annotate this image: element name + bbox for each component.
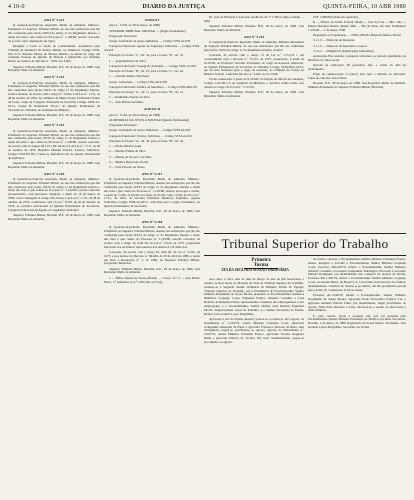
- paragraph: 4 — Mônica Benevides Rocha: [109, 159, 149, 164]
- paragraph: Superior Tribunal Militar, Brasília, D.F., 26 de março de 1980. Gen Reynaldo Mello de Almeida.: [8, 112, 100, 121]
- paragraph: Progressão Funcional: [109, 123, 137, 128]
- act-heading: ANEXO I: [144, 18, 160, 22]
- paragraph: 3.1.1.0 — Diretoria de Despesas: [313, 38, 355, 43]
- act-heading: ANEXO II: [143, 107, 161, 112]
- paragraph: Brasília, D.F., 28 de março de 1980. Gen Reynaldo Mello de Almeida, Ministro-Presidente do Superior Tribunal Militar (Brasília).: [308, 81, 406, 90]
- paragraph: Progressão Funcional: [109, 33, 137, 38]
- paragraph: Superior Tribunal Militar, Brasília, D.F., 28 de março de 1980. Gen Reynaldo Mello de Almeida.: [204, 24, 304, 32]
- paragraph: Categoria Funcional: Artífice de Mecânica — Código STM-ART-701: [109, 84, 198, 89]
- act-heading: ATO Nº 5.219: [243, 34, 265, 39]
- column-3-upper: [204, 16, 304, 231]
- header-left-label: 4 10-0: [8, 4, 25, 10]
- paragraph: Grupo: Artesanato — Código STM-ART-700: [109, 79, 167, 84]
- paragraph: Deputação ao Fraudatório — 7294/1180.001 Diretoria Mauro Xavier: [313, 33, 402, 38]
- paragraph: II — Diretor da União Federal Tabela — Juiz de Fora — MG; Juiz — Mauro Marques Duarte, Mauro Mãe — Ble de Deus, em Juiz; Nauhomed 1.276.60 — 1 de março 1980: [308, 20, 406, 32]
- paragraph: Categoria Funcional: Técnico Judiciário — Código STM-AJ-021: [109, 133, 193, 138]
- paragraph: 5 — Cléa Ferreira de Souza: [109, 165, 145, 169]
- paragraph: Designar e Cedir os Seção de Contabilidade, Assistência pelo Tribunal de Auditoria da Justiça Militar, no Vendaval, Código STM-JM-111.3, Jimenez Mattos de Moraes Ribeiro, ex-titular de cargo em comissão Pessoal do Quadro de Pessoal e transferido por Instituto Direto nos termos do Decreto n.º 1976, Lei 5.645.: [8, 43, 100, 64]
- paragraph: Superior Tribunal Militar, Brasília, D.F., 28 de março de 1980. Gen Reynaldo Mello de Almeida.: [104, 266, 200, 275]
- paragraph: Grupo: Atividades de Apoio Judiciário — Código STM-AJ-020: [109, 128, 191, 133]
- paragraph: Período de Aplicação: 60 (sessenta) dias, a contar da data do recebimento.: [308, 63, 406, 72]
- paragraph: (Ato n.º 5.218, de 28 de março de 1980): [109, 23, 161, 28]
- paragraph: 1 — Mário Nelson de Souza (Brasil) — Classe "A"; 2 — José Heitor Paiva, 1.ª Auditoria da 4.ª CJM (Juiz de Fora).: [104, 275, 200, 284]
- column-1: [8, 16, 100, 498]
- paragraph: O General-de-Exército Reynaldo Mello de Almeida, Ministro-Presidente do Superior Tribunal Militar, no uso das atribuições que lhe são conferidas pelo inciso XXVI do artigo 11 do Regimento Interno e tendo em vista o que consta do Processo n.º 1.212/80, resolve conceder aposentadoria, com proventos integrais, a partir de 10 de março de 1980, com a vantagem do artigo 184, inciso I, da Lei n.º 1.711, de 28 de outubro de 1952, combinado com a Lei n.º 6.703, de 26 de outubro de 1979, ao servidor pertencente ao Quadro Permanente da Secretaria, Categoria Funcional de Agente de Segurança Judiciária.: [8, 176, 100, 212]
- paragraph: 3 — Marise do Socorro Carvalho: [109, 154, 152, 159]
- page-header: [8, 2, 406, 13]
- act-heading: ATO Nº 5.214: [43, 75, 65, 80]
- paragraph: O General-de-Exército Reynaldo Mello de Almeida, Ministro-Presidente do Superior Tribunal Militar, no uso das atribuições que lhe são conferidas pelo inciso XXVI do artigo 11 do Regimento Interno, e tendo em vista o que consta do Processo n.º 1.140/80, resolve conceder, de acordo com a legislação em vigor,: [8, 23, 100, 43]
- paragraph: O General-de-Exército Reynaldo Mello de Almeida, Ministro-Presidente do Superior Tribunal Militar, no uso das atribuições que lhe são conferidas pelo inciso XXVI do artigo 11 do Regimento Interno e tendo em vista o que consta do Processo n.º 1.204/80, resolve conceder, de acordo com os artigos 18 e 10 e 80, inciso VI, da Lei n.º 1.711, de 28 de outubro de 1952, Benedito Mendes Pereira, Técnico Judiciário, Código STM-NS-001, Classe A, Referência 40, do Quadro Permanente da Auditoria.: [8, 128, 100, 160]
- paragraph: O General-de-Exército Reynaldo Mello de Almeida, Ministro-Presidente do Superior Tribunal Militar, usando das atribuições que lhe são conferidas pelo inciso XXVI do artigo 11 do Regimento Interno e tendo em vista o que consta do Processo n.º 1.218/80, resolve prorrogar a cessão, a partir de 7.5.80, ao Estado de Goiás, de acordo com o artigo 44 da Lei n.º 1.711, de 1952, do servidor Fernando Mauricio Fagundes, Agente Judiciário, Código STM-AJ-023.1, com ônus para o órgão cessionário, do Quadro Permanente da Secretaria.: [104, 177, 200, 209]
- paragraph: 1 — Osvaldo Mauro Sant'Anna: [109, 74, 150, 79]
- paragraph: (Ato n.º 5.218, de 28 de março de 1980): [109, 112, 161, 117]
- act-heading: ATO Nº 5.218: [141, 220, 163, 225]
- column-3-lower: [204, 278, 304, 498]
- paragraph: Elevação da Classe "A", ref. 42, para a Classe "B", ref. 43.: [109, 138, 184, 143]
- paragraph: Prazo de comprovação: 6 (cinco) dias após o término da aplicação. Lotes de cada Ato Geral Pasta.: [308, 72, 406, 81]
- paragraph: 3.1.2.2 — Diligências (Publicações Judiciárias): [313, 48, 374, 53]
- paragraph: Elevação da Classe "B", ref. 25, para a Classe "C", ref. 26.: [109, 69, 184, 74]
- paragraph: AUDITORIAS DA JUSTIÇA MILITAR (Quadro Permanente): [109, 117, 190, 122]
- header-date: QUINTA-FEIRA, 10 ABR 1980: [323, 4, 406, 10]
- column-4-upper: [308, 16, 406, 229]
- paragraph: Grupo: Atividades de Apoio Judiciário — Código STM-AJ-020: [109, 39, 191, 44]
- paragraph: 1 — Eliane Ribeiro Leite: [109, 144, 142, 149]
- paragraph: Dr. José de Holanda Cavalcanti, Auditoria da 3.ª CJM (Campo Grande — MS).: [204, 16, 304, 23]
- act-heading: ATO Nº 5.217: [141, 171, 163, 176]
- paragraph: Ficam exonerados a partir de 01.03.80, da função de Oficial de Gabinete, Código CAI-SR-1.3, do Gabinete do Ministro, o servidor acima citado, nos termos do artigo 76 da Lei n.º 1.711/52.: [204, 77, 304, 90]
- section-title-tst: Tribunal Superior do Trabalho: [204, 233, 406, 256]
- column-2: [104, 16, 200, 498]
- paragraph: Superior Tribunal Militar, Brasília, D.F., 28 de março de 1980. Gen Reynaldo Mello de Almeida.: [204, 90, 304, 99]
- act-heading: ATO Nº 5.213: [43, 18, 65, 22]
- paragraph: 2 — Marina Fátima da Silva: [109, 149, 146, 154]
- paragraph: SUPERIOR TRIBUNAL MILITAR — (Órgão Permanente): [109, 28, 186, 33]
- journal-title: DIARIO DA JUSTIÇA: [142, 4, 206, 10]
- paragraph: de revista, vencido o Excelentíssimo Senhor Ministro Fernando Franco, relator. Redigirá o acórdão o Excelentíssimo Senhor Ministro Coqueijo Costa. Processo RR-239/79, relator o Excelentíssimo Senhor Ministro Orlando Coutinho, recorrente Companhia Siderúrgica Nacional e recorrido Manoel Rodrigues; por unanimidade, não conhecer do recurso de revista. Processo RR-1.006/79, relator o Excelentíssimo Senhor Ministro Coqueijo Costa, recorrente Banco do Brasil S.A. e recorrido José Ferreira dos Santos; unanimemente, conhecer do recurso e, no mérito, dar-lhe provimento parcial para excluir da condenação as horas extras.: [308, 258, 406, 292]
- paragraph: Aos cinco e cinco dias do mês de março do ano de mil novecentos e oitenta, às nove horas, no Plenário da Sede do Tribunal Superior do Trabalho, realizou-se a Segunda Sessão Ordinária da Primeira Turma do Egrégio Tribunal Superior do Trabalho, sob a Presidência do Excelentíssimo Senhor Ministro Raymundo de Souza Moura, presentes os Excelentíssimos Senhores Ministros Coqueijo Costa, Fernando Franco, Orlando Coutinho e Luiz Roberto de Rezende Puech, representantes classistas dos empregadores e dos empregados, e o Excelentíssimo Senhor Doutor Luiz Rubens Fagundes Falcão, Subprocurador Geral do Trabalho, e o Senhor Secretário da Turma, Doutor José Geraldo Lopes Magalhães.: [204, 278, 304, 316]
- paragraph: 2 — João Batista Sobrinho: [109, 100, 144, 105]
- paragraph: Superior Tribunal Militar, Brasília, D.F., 28 de março de 1980. Gen Reynaldo Mello de Almeida.: [104, 209, 200, 218]
- paragraph: O General-de-Exército Reynaldo Mello de Almeida, Ministro-Presidente do Superior Tribunal Militar, usando das atribuições que lhe são conferidas pelo inciso XXVI do artigo 11 do Regimento Interno e tendo em vista o que consta do Processo n.º 1.219/80, resolve conceder, de acordo com o artigo 32, item III, da Lei n.º 6.225, de 1975, progressão funcional aos servidores relacionados nos Anexos I e II deste Ato.: [104, 225, 200, 249]
- paragraph: Categoria Funcional: Agente de Segurança Judiciária — Código STM-AJ-025: [104, 44, 200, 53]
- ata-heading: ATA DA SEGUNDA SESSÃO ORDINÁRIA: [221, 268, 289, 272]
- paragraph: 1 — Raimundo Nonato da Silva: [109, 95, 150, 100]
- turma-heading: Primeira Turma: [244, 258, 278, 269]
- paragraph: Processo AI-1.944/79, relator o Excelentíssimo Senhor Ministro Raymundo de Souza Moura, agravante Rede Ferroviária Federal S.A. e agravado Antônio Pereira Lima; por unanimidade, negar provimento ao agravo. Nada mais havendo a tratar, encerrou-se a sessão às onze horas e trinta minutos.: [308, 292, 406, 313]
- paragraph: E, para constar, lavrei a presente Ata, que vai assinada pelo Excelentíssimo Senhor Ministro Presidente da Turma e por mim, Secretário. Brasília, 5 de março de 1980. Raymundo de Souza Moura, Presidente. José Geraldo Lopes Magalhães, Secretário da Turma.: [308, 313, 406, 330]
- act-heading: ATO Nº 5.215: [43, 123, 65, 128]
- paragraph: O General-de-Exército Reynaldo Mello de Almeida, Ministro-Presidente do Superior Tribunal Militar, no uso das atribuições que lhe são conferidas pelo inciso XXVI do artigo 11 do Regimento Interno, resolve:: [204, 40, 304, 52]
- paragraph: Superior Tribunal Militar, Brasília, D.F., 26 de março de 1980. Gen Reynaldo Mello de Almeida.: [8, 212, 100, 221]
- paragraph: Aplicações Para atender a despesas referentes ao período pagamento do Diretório do Juízo Geral.: [308, 54, 406, 62]
- paragraph: Conceder de acordo com o artigo 13 da Lei n.º 1.711/52 e em conformidade com o Decreto n.º 75.715, de 1975, exoneração, a partir de 01.03.80, ao Professor Oswaldo Fernandes, do cargo de Assessor Judiciário, do Quadro Permanente da Secretaria do Tribunal, Código STM-DAS-102.3, por ter sido nomeado para o cargo de Assessor, do Tribunal de Contas do Distrito Federal, conforme Decreto n.º 4.942, de 01.03.80.: [204, 53, 304, 77]
- paragraph: Elevação da Classe "C", ref. 34, para a Classe "D", ref. 35.: [109, 53, 184, 58]
- paragraph: Superior Tribunal Militar, Brasília, D.F., 26 de março de 1980. Gen Reynaldo Mello de Almeida.: [8, 64, 100, 73]
- paragraph: CPF 1.289.80 (tabela em separado): [313, 16, 358, 19]
- act-heading: ATO Nº 5.216: [43, 171, 65, 176]
- paragraph: Categoria Funcional: Taquígrafo Judiciário — Código STM-AJ-024: [109, 63, 196, 68]
- paragraph: Elevação da Classe "A", ref. 11, para a Classe "B", ref. 12.: [109, 90, 184, 94]
- paragraph: O General-de-Exército Reynaldo Mello de Almeida, Ministro-Presidente do Superior Tribunal Militar, no uso das atribuições que lhe são conferidas pelo inciso XXVI do artigo 11 do Regimento Interno, resolve nomear, de acordo com o artigo 9.º, inciso I, da Lei n.º 1.711, de 28 de outubro de 1952, Ivo Olimpio de Mello Souza, Esmeraldo Fontes da Costa, cargo da Categoria Funcional de Escrivão, Código STM-AJ-023.1, Classe B, Referência NS-21, do Quadro Permanente da Secretaria do Tribunal, no Gabinete do Ministro.: [8, 80, 100, 112]
- paragraph: Aprovada a Ata da Sessão anterior, passou-se à ordem do dia: Agravo de Instrumento n.º 1.216/79, relator Ministro Coqueijo Costa, agravante Companhia Industrial de Papel e agravado Francisco Barbosa de Brito; sem divergência, negou-se provimento ao agravo. Agravo de Instrumento n.º 2.001/79, relator Ministro Fernando Franco, agravante Vicente Nogueira Diniz e agravado Fábrica de Tecidos São José; unanimemente, negou-se provimento ao agravo.: [204, 316, 304, 344]
- paragraph: Conceder, de acordo com o artigo 32, item III, da Lei n.º 6.225, de 1975, e nos termos do Decreto n.º 84.669, de 29 de abril de 1980, e tendo em vista a Resolução n.º 5, de 1980, do Superior Tribunal Militar, progressão funcional.: [104, 249, 200, 266]
- paragraph: 1 — Joaquim Pedro da Silva: [109, 58, 146, 63]
- paragraph: Superior Tribunal Militar, Brasília, D.F., 26 de março de 1980. Gen Reynaldo Mello de Almeida.: [8, 160, 100, 169]
- column-4-lower: [308, 258, 406, 498]
- paragraph: 3.1.1.0 — Diretoria de Depósitos e Gastos: [313, 43, 368, 48]
